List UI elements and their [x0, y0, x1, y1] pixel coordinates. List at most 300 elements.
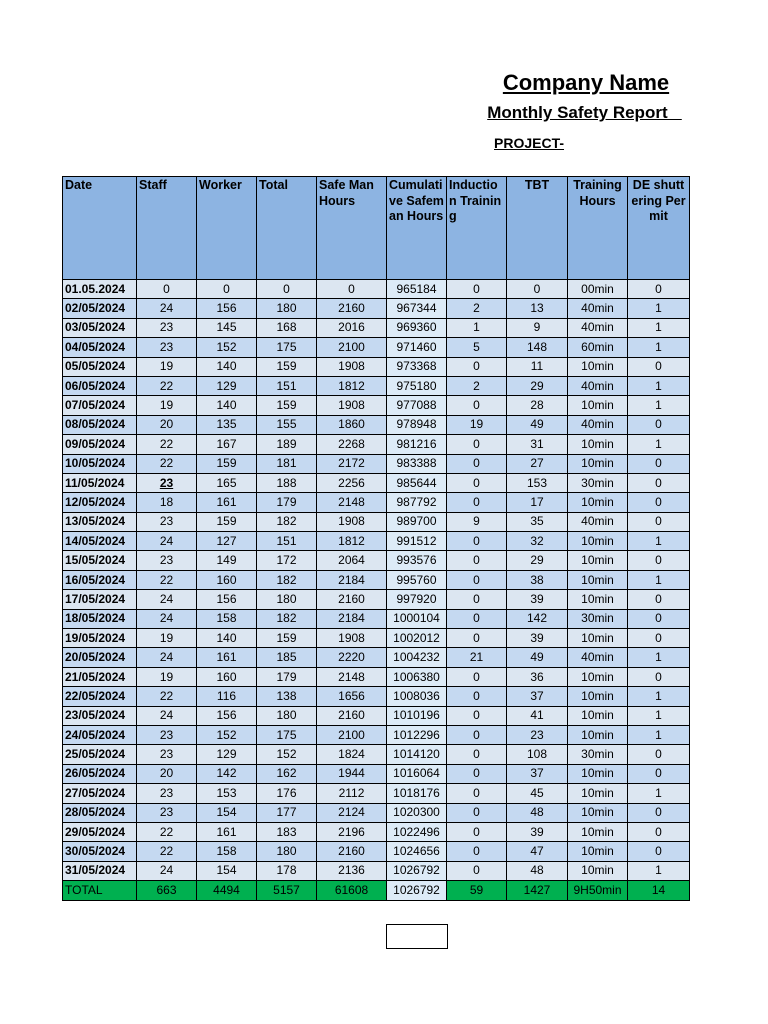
cell-de-shuttering-permit: 1 — [628, 376, 690, 395]
cell-cumulative-safeman-hours: 1024656 — [387, 842, 447, 861]
cell-date: 23/05/2024 — [63, 706, 137, 725]
column-header-safe-man-hours: Safe Man Hours — [317, 177, 387, 280]
cell-training-hours: 40min — [568, 376, 628, 395]
cell-total: 182 — [257, 512, 317, 531]
cell-cumulative-safeman-hours: 991512 — [387, 532, 447, 551]
table-row — [63, 376, 690, 395]
table-row — [63, 803, 690, 822]
cell-de-shuttering-permit: 0 — [628, 764, 690, 783]
cell-total: 159 — [257, 357, 317, 376]
cell-cumulative-safeman-hours: 987792 — [387, 493, 447, 512]
table-row — [63, 280, 690, 299]
cell-tbt: 142 — [507, 609, 568, 628]
table-row — [63, 725, 690, 744]
table-row — [63, 396, 690, 415]
cell-staff: 23 — [137, 551, 197, 570]
cell-de-shuttering-permit: 0 — [628, 280, 690, 299]
cell-training-hours: 10min — [568, 667, 628, 686]
cell-cumulative-safeman-hours: 1002012 — [387, 629, 447, 648]
cell-worker: 149 — [197, 551, 257, 570]
cell-cumulative-safeman-hours: 1008036 — [387, 687, 447, 706]
table-row — [63, 590, 690, 609]
cell-worker: 0 — [197, 280, 257, 299]
totals-tbt: 1427 — [507, 881, 568, 900]
totals-row — [63, 881, 690, 900]
column-header-tbt: TBT — [507, 177, 568, 280]
cell-de-shuttering-permit: 1 — [628, 299, 690, 318]
cell-total: 0 — [257, 280, 317, 299]
cell-de-shuttering-permit: 0 — [628, 454, 690, 473]
cell-safe-man-hours: 2124 — [317, 803, 387, 822]
cell-date: 17/05/2024 — [63, 590, 137, 609]
cell-safe-man-hours: 1812 — [317, 376, 387, 395]
cell-safe-man-hours: 1908 — [317, 357, 387, 376]
cell-safe-man-hours: 2220 — [317, 648, 387, 667]
cell-induction-training: 0 — [447, 784, 507, 803]
cell-safe-man-hours: 0 — [317, 280, 387, 299]
cell-training-hours: 40min — [568, 415, 628, 434]
cell-date: 20/05/2024 — [63, 648, 137, 667]
cell-tbt: 36 — [507, 667, 568, 686]
cell-date: 24/05/2024 — [63, 725, 137, 744]
cell-cumulative-safeman-hours: 1012296 — [387, 725, 447, 744]
cell-date: 02/05/2024 — [63, 299, 137, 318]
header-row — [63, 177, 690, 280]
cell-date: 30/05/2024 — [63, 842, 137, 861]
cell-date: 10/05/2024 — [63, 454, 137, 473]
cell-date: 12/05/2024 — [63, 493, 137, 512]
table-row — [63, 764, 690, 783]
cell-date: 14/05/2024 — [63, 532, 137, 551]
cell-date: 01.05.2024 — [63, 280, 137, 299]
cell-training-hours: 10min — [568, 590, 628, 609]
cell-worker: 161 — [197, 648, 257, 667]
table-row — [63, 493, 690, 512]
totals-staff: 663 — [137, 881, 197, 900]
cell-staff: 22 — [137, 687, 197, 706]
table-row — [63, 648, 690, 667]
cell-safe-man-hours: 1908 — [317, 396, 387, 415]
cell-de-shuttering-permit: 1 — [628, 532, 690, 551]
cell-safe-man-hours: 2196 — [317, 822, 387, 841]
cell-staff: 23 — [137, 512, 197, 531]
cell-staff: 23 — [137, 473, 197, 492]
column-header-worker: Worker — [197, 177, 257, 280]
cell-date: 28/05/2024 — [63, 803, 137, 822]
cell-staff: 22 — [137, 376, 197, 395]
cell-date: 27/05/2024 — [63, 784, 137, 803]
cell-tbt: 39 — [507, 590, 568, 609]
cell-total: 152 — [257, 745, 317, 764]
cell-worker: 145 — [197, 318, 257, 337]
cell-total: 172 — [257, 551, 317, 570]
cell-staff: 19 — [137, 667, 197, 686]
cell-training-hours: 40min — [568, 512, 628, 531]
cell-training-hours: 10min — [568, 629, 628, 648]
table-row — [63, 609, 690, 628]
cell-total: 179 — [257, 667, 317, 686]
cell-staff: 19 — [137, 357, 197, 376]
cell-worker: 142 — [197, 764, 257, 783]
cell-tbt: 148 — [507, 338, 568, 357]
cell-induction-training: 0 — [447, 473, 507, 492]
cell-worker: 160 — [197, 667, 257, 686]
cell-total: 183 — [257, 822, 317, 841]
cell-cumulative-safeman-hours: 989700 — [387, 512, 447, 531]
cell-training-hours: 40min — [568, 318, 628, 337]
totals-cumulative-safeman-hours: 1026792 — [387, 881, 447, 900]
cell-staff: 23 — [137, 803, 197, 822]
cell-tbt: 11 — [507, 357, 568, 376]
totals-training-hours: 9H50min — [568, 881, 628, 900]
cell-de-shuttering-permit: 0 — [628, 357, 690, 376]
cell-staff: 0 — [137, 280, 197, 299]
cell-cumulative-safeman-hours: 973368 — [387, 357, 447, 376]
cell-training-hours: 40min — [568, 299, 628, 318]
cell-date: 03/05/2024 — [63, 318, 137, 337]
cell-induction-training: 1 — [447, 318, 507, 337]
cell-worker: 156 — [197, 590, 257, 609]
cell-cumulative-safeman-hours: 995760 — [387, 570, 447, 589]
cell-date: 21/05/2024 — [63, 667, 137, 686]
cell-total: 175 — [257, 725, 317, 744]
cell-induction-training: 21 — [447, 648, 507, 667]
cell-total: 182 — [257, 609, 317, 628]
cell-tbt: 23 — [507, 725, 568, 744]
cell-de-shuttering-permit: 0 — [628, 590, 690, 609]
totals-total: 5157 — [257, 881, 317, 900]
cell-total: 162 — [257, 764, 317, 783]
cell-total: 159 — [257, 629, 317, 648]
cell-induction-training: 0 — [447, 842, 507, 861]
cell-de-shuttering-permit: 1 — [628, 396, 690, 415]
cell-staff: 24 — [137, 532, 197, 551]
cell-staff: 24 — [137, 299, 197, 318]
cell-training-hours: 10min — [568, 725, 628, 744]
cell-induction-training: 9 — [447, 512, 507, 531]
cell-staff: 23 — [137, 318, 197, 337]
cell-staff: 23 — [137, 784, 197, 803]
cell-date: 09/05/2024 — [63, 435, 137, 454]
cell-de-shuttering-permit: 0 — [628, 551, 690, 570]
cell-cumulative-safeman-hours: 969360 — [387, 318, 447, 337]
cell-tbt: 29 — [507, 376, 568, 395]
cell-de-shuttering-permit: 0 — [628, 745, 690, 764]
cell-induction-training: 0 — [447, 493, 507, 512]
cell-total: 185 — [257, 648, 317, 667]
cell-date: 29/05/2024 — [63, 822, 137, 841]
cell-induction-training: 0 — [447, 629, 507, 648]
cell-tbt: 31 — [507, 435, 568, 454]
cell-date: 05/05/2024 — [63, 357, 137, 376]
cell-training-hours: 30min — [568, 609, 628, 628]
cell-tbt: 108 — [507, 745, 568, 764]
cell-induction-training: 0 — [447, 357, 507, 376]
cell-worker: 161 — [197, 822, 257, 841]
cell-induction-training: 0 — [447, 861, 507, 880]
cell-safe-man-hours: 2184 — [317, 570, 387, 589]
cell-worker: 129 — [197, 376, 257, 395]
cell-worker: 116 — [197, 687, 257, 706]
cell-induction-training: 0 — [447, 570, 507, 589]
cell-safe-man-hours: 2160 — [317, 842, 387, 861]
cell-cumulative-safeman-hours: 1004232 — [387, 648, 447, 667]
cell-worker: 140 — [197, 629, 257, 648]
cell-safe-man-hours: 2136 — [317, 861, 387, 880]
column-header-date: Date — [63, 177, 137, 280]
cell-tbt: 0 — [507, 280, 568, 299]
cell-training-hours: 10min — [568, 551, 628, 570]
cell-safe-man-hours: 2016 — [317, 318, 387, 337]
cell-total: 151 — [257, 532, 317, 551]
cell-worker: 158 — [197, 842, 257, 861]
cell-date: 16/05/2024 — [63, 570, 137, 589]
cell-induction-training: 2 — [447, 376, 507, 395]
cell-training-hours: 10min — [568, 357, 628, 376]
table-row — [63, 318, 690, 337]
cell-tbt: 39 — [507, 822, 568, 841]
cell-date: 19/05/2024 — [63, 629, 137, 648]
cell-training-hours: 10min — [568, 532, 628, 551]
cell-tbt: 48 — [507, 861, 568, 880]
table-row — [63, 784, 690, 803]
cell-date: 31/05/2024 — [63, 861, 137, 880]
cell-worker: 152 — [197, 725, 257, 744]
table-row — [63, 532, 690, 551]
cell-de-shuttering-permit: 1 — [628, 861, 690, 880]
cell-total: 182 — [257, 570, 317, 589]
cell-training-hours: 00min — [568, 280, 628, 299]
cell-induction-training: 0 — [447, 396, 507, 415]
cell-tbt: 47 — [507, 842, 568, 861]
cell-de-shuttering-permit: 0 — [628, 822, 690, 841]
table-row — [63, 842, 690, 861]
cell-staff: 20 — [137, 764, 197, 783]
cell-worker: 140 — [197, 396, 257, 415]
cell-training-hours: 60min — [568, 338, 628, 357]
cell-worker: 165 — [197, 473, 257, 492]
cell-safe-man-hours: 2172 — [317, 454, 387, 473]
table-row — [63, 435, 690, 454]
cell-de-shuttering-permit: 0 — [628, 512, 690, 531]
cell-cumulative-safeman-hours: 1006380 — [387, 667, 447, 686]
cell-cumulative-safeman-hours: 1026792 — [387, 861, 447, 880]
cell-induction-training: 0 — [447, 454, 507, 473]
cell-de-shuttering-permit: 0 — [628, 493, 690, 512]
cell-safe-man-hours: 2160 — [317, 299, 387, 318]
cell-induction-training: 5 — [447, 338, 507, 357]
cell-de-shuttering-permit: 1 — [628, 687, 690, 706]
cell-de-shuttering-permit: 1 — [628, 338, 690, 357]
cell-training-hours: 10min — [568, 687, 628, 706]
cell-safe-man-hours: 2160 — [317, 590, 387, 609]
cell-safe-man-hours: 1824 — [317, 745, 387, 764]
cell-cumulative-safeman-hours: 1016064 — [387, 764, 447, 783]
cell-total: 168 — [257, 318, 317, 337]
cell-training-hours: 10min — [568, 493, 628, 512]
cell-safe-man-hours: 1812 — [317, 532, 387, 551]
cell-tbt: 153 — [507, 473, 568, 492]
cell-staff: 24 — [137, 648, 197, 667]
cell-total: 180 — [257, 590, 317, 609]
table-row — [63, 570, 690, 589]
cell-cumulative-safeman-hours: 985644 — [387, 473, 447, 492]
cell-tbt: 35 — [507, 512, 568, 531]
cell-training-hours: 10min — [568, 842, 628, 861]
cell-induction-training: 19 — [447, 415, 507, 434]
cell-training-hours: 10min — [568, 454, 628, 473]
cell-date: 08/05/2024 — [63, 415, 137, 434]
cell-worker: 153 — [197, 784, 257, 803]
cell-worker: 158 — [197, 609, 257, 628]
cell-cumulative-safeman-hours: 965184 — [387, 280, 447, 299]
cell-safe-man-hours: 1944 — [317, 764, 387, 783]
table-row — [63, 551, 690, 570]
cell-staff: 22 — [137, 454, 197, 473]
cell-induction-training: 0 — [447, 822, 507, 841]
cell-safe-man-hours: 2256 — [317, 473, 387, 492]
cell-cumulative-safeman-hours: 1010196 — [387, 706, 447, 725]
cell-date: 11/05/2024 — [63, 473, 137, 492]
cell-cumulative-safeman-hours: 975180 — [387, 376, 447, 395]
cell-de-shuttering-permit: 1 — [628, 725, 690, 744]
cell-cumulative-safeman-hours: 978948 — [387, 415, 447, 434]
cell-safe-man-hours: 1656 — [317, 687, 387, 706]
cell-staff: 19 — [137, 396, 197, 415]
cell-safe-man-hours: 2148 — [317, 493, 387, 512]
project-label: PROJECT- — [494, 135, 565, 151]
cell-de-shuttering-permit: 0 — [628, 473, 690, 492]
cell-de-shuttering-permit: 0 — [628, 842, 690, 861]
cell-safe-man-hours: 2184 — [317, 609, 387, 628]
table-row — [63, 706, 690, 725]
column-header-total: Total — [257, 177, 317, 280]
cell-worker: 159 — [197, 454, 257, 473]
cell-induction-training: 0 — [447, 532, 507, 551]
totals-de-shuttering-permit: 14 — [628, 881, 690, 900]
cell-de-shuttering-permit: 1 — [628, 784, 690, 803]
table-row — [63, 629, 690, 648]
cell-staff: 18 — [137, 493, 197, 512]
report-title: Monthly Safety Report — [487, 103, 682, 122]
cell-date: 13/05/2024 — [63, 512, 137, 531]
cell-de-shuttering-permit: 1 — [628, 318, 690, 337]
cell-date: 25/05/2024 — [63, 745, 137, 764]
cell-induction-training: 0 — [447, 280, 507, 299]
cell-staff: 19 — [137, 629, 197, 648]
cell-date: 18/05/2024 — [63, 609, 137, 628]
cell-staff: 24 — [137, 861, 197, 880]
cell-induction-training: 0 — [447, 706, 507, 725]
cell-induction-training: 0 — [447, 764, 507, 783]
cell-training-hours: 10min — [568, 764, 628, 783]
table-row — [63, 415, 690, 434]
cell-tbt: 27 — [507, 454, 568, 473]
cell-de-shuttering-permit: 1 — [628, 435, 690, 454]
cell-date: 26/05/2024 — [63, 764, 137, 783]
cell-induction-training: 0 — [447, 745, 507, 764]
cell-cumulative-safeman-hours: 967344 — [387, 299, 447, 318]
cell-date: 15/05/2024 — [63, 551, 137, 570]
cell-worker: 160 — [197, 570, 257, 589]
cell-safe-man-hours: 2112 — [317, 784, 387, 803]
cell-worker: 127 — [197, 532, 257, 551]
table-row — [63, 822, 690, 841]
cell-de-shuttering-permit: 0 — [628, 629, 690, 648]
cell-de-shuttering-permit: 1 — [628, 706, 690, 725]
cell-tbt: 41 — [507, 706, 568, 725]
cell-tbt: 49 — [507, 648, 568, 667]
cell-worker: 159 — [197, 512, 257, 531]
cell-training-hours: 40min — [568, 648, 628, 667]
cell-induction-training: 0 — [447, 435, 507, 454]
cell-total: 138 — [257, 687, 317, 706]
cell-total: 175 — [257, 338, 317, 357]
cell-total: 189 — [257, 435, 317, 454]
cell-training-hours: 10min — [568, 861, 628, 880]
table-row — [63, 745, 690, 764]
cell-total: 176 — [257, 784, 317, 803]
column-header-staff: Staff — [137, 177, 197, 280]
cell-worker: 129 — [197, 745, 257, 764]
cell-cumulative-safeman-hours: 1014120 — [387, 745, 447, 764]
cell-training-hours: 30min — [568, 745, 628, 764]
cell-total: 178 — [257, 861, 317, 880]
cell-safe-man-hours: 2268 — [317, 435, 387, 454]
cell-cumulative-safeman-hours: 1020300 — [387, 803, 447, 822]
cell-de-shuttering-permit: 0 — [628, 609, 690, 628]
cell-staff: 22 — [137, 570, 197, 589]
cell-training-hours: 10min — [568, 706, 628, 725]
cell-cumulative-safeman-hours: 983388 — [387, 454, 447, 473]
cell-tbt: 37 — [507, 687, 568, 706]
column-header-de-shuttering-permit: DE shuttering Permit — [628, 177, 690, 280]
cell-staff: 22 — [137, 822, 197, 841]
cell-training-hours: 10min — [568, 822, 628, 841]
cell-total: 180 — [257, 299, 317, 318]
cell-total: 159 — [257, 396, 317, 415]
cell-staff: 22 — [137, 435, 197, 454]
cell-total: 179 — [257, 493, 317, 512]
cell-tbt: 29 — [507, 551, 568, 570]
company-name: Company Name — [502, 70, 670, 95]
cell-induction-training: 0 — [447, 551, 507, 570]
column-header-training-hours: Training Hours — [568, 177, 628, 280]
table-row — [63, 473, 690, 492]
totals-induction-training: 59 — [447, 881, 507, 900]
cell-safe-man-hours: 2148 — [317, 667, 387, 686]
cell-cumulative-safeman-hours: 977088 — [387, 396, 447, 415]
table-row — [63, 687, 690, 706]
cell-staff: 23 — [137, 725, 197, 744]
table-row — [63, 299, 690, 318]
cell-total: 155 — [257, 415, 317, 434]
cell-tbt: 45 — [507, 784, 568, 803]
cell-total: 180 — [257, 706, 317, 725]
cell-total: 188 — [257, 473, 317, 492]
totals-safe-man-hours: 61608 — [317, 881, 387, 900]
cell-induction-training: 0 — [447, 725, 507, 744]
cell-training-hours: 10min — [568, 784, 628, 803]
signature-box — [386, 924, 448, 949]
cell-induction-training: 0 — [447, 590, 507, 609]
cell-cumulative-safeman-hours: 993576 — [387, 551, 447, 570]
cell-induction-training: 0 — [447, 687, 507, 706]
cell-de-shuttering-permit: 0 — [628, 415, 690, 434]
cell-safe-man-hours: 2064 — [317, 551, 387, 570]
cell-safe-man-hours: 1860 — [317, 415, 387, 434]
totals-label: TOTAL — [63, 881, 137, 900]
